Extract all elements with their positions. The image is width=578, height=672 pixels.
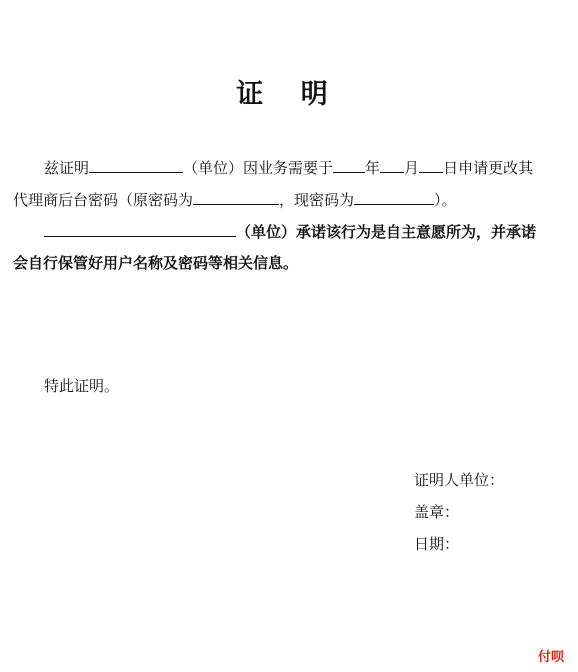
- new-password-blank: [354, 189, 434, 205]
- closing-text: 特此证明。: [44, 377, 120, 395]
- text-segment: （单位）因业务需要于: [183, 159, 334, 177]
- paragraph-line-4: [13, 253, 298, 273]
- watermark-logo: 付呗: [538, 650, 565, 665]
- signature-seal-label: 盖章：: [414, 503, 460, 521]
- text-segment: 代理商后台密码（原密码为: [13, 191, 194, 209]
- signature-unit-label: 证明人单位：: [414, 471, 505, 489]
- text-segment: ）。: [434, 191, 457, 209]
- day-blank: [419, 157, 443, 173]
- month-blank: [380, 157, 404, 173]
- text-segment: （单位）承诺该行为是自主意愿所为，并承诺: [236, 223, 537, 241]
- document-title: 证 明: [236, 79, 342, 110]
- paragraph-line-1: [44, 157, 533, 178]
- year-blank: [333, 157, 365, 173]
- text-segment: 日申请更改其: [443, 159, 534, 177]
- text-segment: 月: [404, 159, 420, 177]
- old-password-blank: [193, 189, 279, 205]
- unit-blank: [89, 157, 183, 173]
- paragraph-line-3: [44, 221, 536, 242]
- unit-blank-2: [44, 221, 236, 237]
- paragraph-line-2: [13, 189, 457, 210]
- text-segment: 会自行保管好用户名称及密码等相关信息。: [13, 254, 299, 272]
- signature-date-label: 日期：: [414, 535, 460, 553]
- text-segment: 年: [365, 159, 381, 177]
- text-segment: 兹证明: [44, 159, 90, 177]
- text-segment: ，现密码为: [279, 191, 355, 209]
